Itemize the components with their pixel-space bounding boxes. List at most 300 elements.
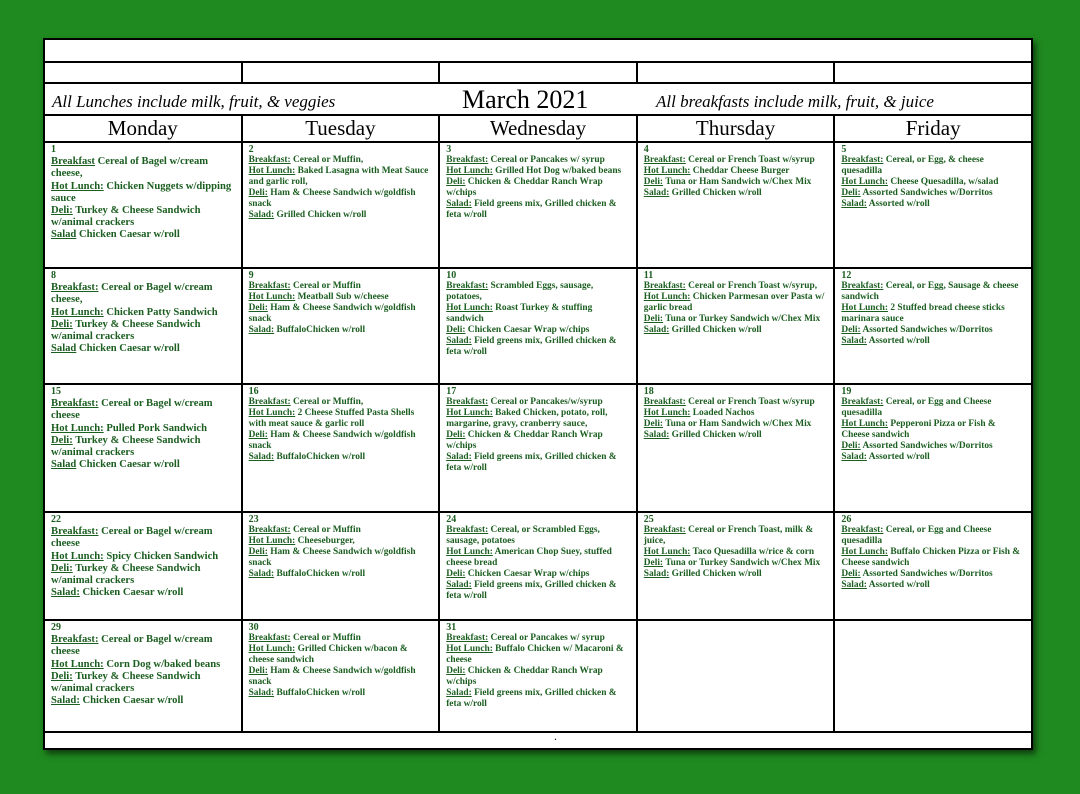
menu-entry: [249, 547, 433, 569]
day-menu: [45, 621, 241, 707]
menu-entry-label: Breakfast:: [51, 634, 99, 646]
day-number: 29: [51, 622, 61, 633]
menu-entry-label: Salad:: [841, 580, 867, 590]
month-title: March 2021: [462, 85, 589, 114]
day-number: 10: [446, 270, 457, 281]
menu-entry: [446, 644, 630, 666]
empty-cell: [243, 63, 441, 82]
menu-entry: [51, 343, 235, 355]
menu-entry-label: Hot Lunch:: [51, 550, 104, 562]
menu-entry-text: Chicken Caesar w/roll: [78, 459, 180, 471]
menu-entry-text: Tuna or Ham Sandwich w/Chex Mix: [665, 177, 812, 187]
menu-entry-text: Assorted Sandwiches w/Dorritos: [862, 188, 993, 198]
day-cell: [243, 385, 441, 511]
menu-entry-text: Field greens mix, Grilled chicken & feta w/roll: [446, 452, 617, 473]
day-menu: [243, 385, 439, 463]
menu-entry: [644, 292, 828, 314]
menu-entry-text: Pepperoni Pizza or Fish & Cheese sandwich: [841, 419, 996, 440]
weekday-row: [45, 116, 1031, 143]
menu-entry-text: Cheeseburger,: [297, 536, 355, 546]
day-number: 1: [51, 144, 56, 155]
menu-entry-text: Cereal or Pancakes/w/syrup: [490, 397, 603, 407]
menu-entry: [841, 397, 1025, 419]
menu-entry-label: Breakfast:: [643, 155, 686, 165]
footer-row: [45, 729, 1031, 750]
day-cell: [835, 513, 1031, 619]
menu-entry-text: Loaded Nachos: [692, 408, 755, 418]
menu-entry: [644, 558, 828, 569]
menu-entry-label: Breakfast:: [248, 525, 291, 535]
menu-entry-text: Turkey & Cheese Sandwich w/animal crackers: [51, 318, 201, 343]
day-cell: [45, 513, 243, 619]
day-number: 26: [841, 514, 852, 525]
menu-entry-text: Cereal of Bagel w/cream cheese,: [51, 156, 209, 180]
day-cell: [243, 621, 441, 731]
menu-entry: [644, 397, 828, 408]
menu-entry-label: Salad:: [643, 569, 670, 579]
menu-entry-text: Chicken & Cheddar Ranch Wrap w/chips: [446, 666, 603, 687]
menu-entry: [644, 188, 828, 199]
menu-entry: [446, 452, 630, 474]
menu-entry-text: Chicken Caesar Wrap w/chips: [467, 569, 590, 579]
menu-entry-label: Salad: [51, 229, 77, 241]
menu-entry: [644, 155, 828, 166]
menu-entry: [51, 423, 235, 435]
day-cell: [45, 385, 243, 511]
menu-entry: [644, 408, 828, 419]
menu-entry: [249, 452, 433, 463]
menu-entry-text: American Chop Suey, stuffed cheese bread: [446, 547, 612, 568]
menu-entry: [644, 547, 828, 558]
menu-entry: [841, 188, 1025, 199]
menu-entry-text: Chicken Caesar Wrap w/chips: [467, 325, 590, 335]
menu-entry-text: Cereal or French Toast w/syrup: [688, 155, 815, 165]
menu-entry: [51, 229, 235, 241]
menu-entry-text: Assorted w/roll: [868, 199, 930, 209]
day-menu: [835, 143, 1031, 210]
menu-entry-label: Breakfast:: [446, 281, 489, 291]
menu-entry-text: Cereal, or Egg and Cheese quesadilla: [841, 397, 992, 418]
lunch-note: All Lunches include milk, fruit, & veggies: [52, 92, 336, 111]
menu-entry-text: Cereal, or Egg, & cheese quesadilla: [841, 155, 984, 176]
menu-entry-text: Cereal or Muffin: [292, 633, 361, 643]
menu-entry-text: BuffaloChicken w/roll: [276, 688, 366, 698]
menu-entry-text: Chicken Nuggets w/dipping sauce: [51, 180, 232, 204]
day-number: 17: [446, 386, 457, 397]
day-cell: [440, 143, 638, 267]
day-cell: [440, 385, 638, 511]
week-row: [45, 513, 1031, 621]
menu-entry-label: Deli:: [643, 177, 664, 187]
day-number: 18: [643, 386, 654, 397]
menu-entry: [841, 281, 1025, 303]
menu-entry: [446, 199, 630, 221]
menu-entry: [51, 526, 235, 550]
menu-entry-text: Assorted w/roll: [868, 580, 930, 590]
menu-entry-label: Breakfast:: [446, 397, 489, 407]
menu-entry: [51, 282, 235, 306]
menu-entry-label: Hot Lunch:: [446, 644, 493, 654]
day-number: 24: [446, 514, 457, 525]
day-cell: [45, 621, 243, 731]
menu-entry: [446, 547, 630, 569]
menu-entry-text: Turkey & Cheese Sandwich w/animal crackers: [51, 434, 201, 459]
menu-entry-text: Tuna or Turkey Sandwich w/Chex Mix: [665, 558, 821, 568]
menu-entry-label: Breakfast:: [51, 526, 99, 538]
menu-entry: [644, 314, 828, 325]
menu-entry-text: Cereal or Bagel w/cream cheese: [51, 634, 213, 658]
menu-entry-label: Deli:: [841, 188, 861, 198]
empty-cell: [45, 63, 243, 82]
day-number: 19: [841, 386, 852, 397]
menu-entry-label: Deli:: [248, 430, 268, 440]
day-cell: [835, 269, 1031, 383]
menu-entry: [51, 307, 235, 319]
menu-entry-text: Assorted w/roll: [868, 336, 930, 346]
menu-entry-text: Assorted Sandwiches w/Dorritos: [862, 569, 993, 579]
menu-entry: [249, 666, 433, 688]
menu-entry-text: Spicy Chicken Sandwich: [106, 550, 219, 562]
menu-entry-label: Hot Lunch:: [643, 408, 691, 418]
empty-cell: [638, 63, 836, 82]
menu-entry: [446, 166, 630, 177]
menu-entry-text: Cereal or Bagel w/cream cheese: [51, 526, 213, 550]
menu-entry-label: Hot Lunch:: [51, 180, 104, 192]
menu-entry-text: Cereal or Muffin,: [292, 397, 364, 407]
menu-entry-label: Salad:: [446, 688, 472, 698]
menu-entry-text: Buffalo Chicken Pizza or Fish & Cheese sandwich: [841, 547, 1021, 568]
menu-entry: [841, 155, 1025, 177]
menu-entry-text: Buffalo Chicken w/ Macaroni & cheese: [446, 644, 624, 665]
menu-entry-text: Assorted Sandwiches w/Dorritos: [862, 441, 993, 451]
menu-calendar: [43, 38, 1033, 750]
menu-entry: [446, 580, 630, 602]
menu-entry-text: Corn Dog w/baked beans: [106, 658, 221, 670]
menu-entry: [446, 569, 630, 580]
menu-entry-label: Salad:: [841, 199, 867, 209]
menu-entry-label: Salad:: [841, 452, 867, 462]
menu-entry-label: Salad:: [643, 325, 670, 335]
menu-entry-label: Hot Lunch:: [841, 547, 888, 557]
menu-entry: [249, 408, 433, 430]
day-cell: [638, 385, 836, 511]
menu-entry-label: Salad:: [248, 452, 275, 462]
menu-entry-text: Turkey & Cheese Sandwich w/animal crackers: [51, 205, 201, 229]
menu-entry-label: Hot Lunch:: [643, 292, 691, 302]
menu-entry: [446, 666, 630, 688]
menu-entry-label: Salad:: [248, 210, 275, 220]
day-cell: [45, 269, 243, 383]
menu-entry-label: Salad:: [446, 199, 472, 209]
menu-entry-text: Baked Lasagna with Meat Sauce and garlic roll,: [248, 166, 429, 187]
menu-entry: [644, 325, 828, 336]
menu-entry: [249, 281, 433, 292]
day-menu: [440, 621, 636, 710]
menu-entry-label: Deli:: [248, 666, 268, 676]
menu-entry: [249, 644, 433, 666]
menu-entry: [644, 569, 828, 580]
menu-entry: [51, 659, 235, 671]
day-menu: [243, 143, 439, 221]
menu-entry-text: Meatball Sub w/cheese: [297, 292, 389, 302]
menu-entry-label: Salad:: [51, 587, 80, 599]
menu-entry: [249, 188, 433, 210]
menu-entry-text: Pulled Pork Sandwich: [106, 422, 208, 434]
menu-entry: [51, 398, 235, 422]
empty-cell: [835, 63, 1031, 82]
menu-entry-text: Assorted Sandwiches w/Dorritos: [862, 325, 993, 335]
week-row: [45, 143, 1031, 269]
day-menu: [638, 513, 834, 580]
menu-entry: [51, 587, 235, 599]
menu-entry-text: Grilled Chicken w/roll: [671, 430, 762, 440]
day-menu: [45, 513, 241, 599]
menu-entry: [446, 688, 630, 710]
menu-entry-text: Cereal or French Toast w/syrup,: [688, 281, 818, 291]
menu-entry-text: Scrambled Eggs, sausage, potatoes,: [446, 281, 594, 302]
menu-entry-label: Breakfast:: [841, 281, 884, 291]
menu-entry-label: Hot Lunch:: [446, 547, 493, 557]
menu-entry-label: Breakfast:: [643, 525, 686, 535]
menu-entry-text: Baked Chicken, potato, roll, margarine, gravy, cranberry sauce,: [446, 408, 608, 429]
menu-entry: [644, 430, 828, 441]
menu-entry-text: Field greens mix, Grilled chicken & feta w/roll: [446, 688, 617, 709]
menu-entry-label: Hot Lunch:: [841, 177, 888, 187]
menu-entry-text: Cereal, or Scrambled Eggs, sausage, potatoes: [446, 525, 600, 546]
menu-entry-label: Breakfast:: [51, 282, 99, 294]
day-number: 16: [248, 386, 259, 397]
menu-entry-label: Deli:: [446, 177, 466, 187]
menu-entry: [644, 419, 828, 430]
day-header-monday: Monday: [45, 116, 243, 141]
menu-entry-label: Hot Lunch:: [446, 303, 493, 313]
menu-entry-label: Breakfast:: [643, 281, 686, 291]
menu-entry-text: Cereal or Bagel w/cream cheese: [51, 398, 213, 422]
day-cell: [835, 385, 1031, 511]
day-number: 30: [248, 622, 259, 633]
day-menu: [440, 269, 636, 358]
menu-entry-text: Ham & Cheese Sandwich w/goldfish snack: [248, 547, 416, 568]
menu-entry-text: Chicken Caesar w/roll: [78, 229, 180, 241]
menu-entry-text: Turkey & Cheese Sandwich w/animal crackers: [51, 670, 201, 695]
day-number: 3: [446, 144, 452, 155]
menu-entry: [51, 563, 235, 587]
day-cell: [835, 143, 1031, 267]
menu-entry-label: Breakfast:: [841, 525, 884, 535]
menu-entry-text: Cereal, or Egg and Cheese quesadilla: [841, 525, 992, 546]
menu-entry-text: Cheese Quesadilla, w/salad: [890, 177, 999, 187]
menu-entry-text: Field greens mix, Grilled chicken & feta w/roll: [446, 199, 617, 220]
day-menu: [45, 143, 241, 242]
menu-entry-label: Deli:: [51, 670, 73, 682]
menu-entry-label: Hot Lunch:: [248, 536, 296, 546]
day-number: 9: [248, 270, 254, 281]
menu-entry: [841, 325, 1025, 336]
menu-entry-label: Hot Lunch:: [841, 419, 888, 429]
menu-entry-label: Hot Lunch:: [446, 408, 493, 418]
menu-entry-label: Breakfast: [51, 156, 95, 168]
day-cell: [638, 269, 836, 383]
day-number: 11: [643, 270, 654, 281]
menu-entry-label: Deli:: [643, 419, 664, 429]
menu-entry: [644, 281, 828, 292]
day-menu: [835, 513, 1031, 591]
menu-entry-text: Ham & Cheese Sandwich w/goldfish snack: [248, 666, 416, 687]
menu-entry: [841, 441, 1025, 452]
menu-entry-text: Chicken Parmesan over Pasta w/ garlic bread: [643, 292, 825, 313]
menu-entry: [446, 525, 630, 547]
menu-entry: [249, 525, 433, 536]
menu-entry: [446, 155, 630, 166]
menu-entry-label: Deli:: [841, 569, 861, 579]
menu-entry-label: Salad:: [248, 569, 275, 579]
day-header-wednesday: Wednesday: [440, 116, 638, 141]
menu-entry: [446, 303, 630, 325]
menu-entry: [249, 210, 433, 221]
day-number: 25: [643, 514, 654, 525]
menu-entry: [51, 319, 235, 343]
menu-entry-label: Breakfast:: [841, 155, 884, 165]
week-row: [45, 269, 1031, 385]
menu-entry-label: Breakfast:: [446, 155, 489, 165]
day-cell: [638, 621, 836, 731]
day-menu: [45, 269, 241, 355]
menu-entry-text: BuffaloChicken w/roll: [276, 452, 366, 462]
day-menu: [440, 143, 636, 221]
menu-entry-label: Hot Lunch:: [248, 644, 296, 654]
menu-entry-text: Grilled Chicken w/roll: [276, 210, 367, 220]
menu-entry: [51, 634, 235, 658]
empty-cells-row: [45, 63, 1031, 84]
menu-entry-text: Field greens mix, Grilled chicken & feta w/roll: [446, 580, 617, 601]
menu-entry-text: Chicken & Cheddar Ranch Wrap w/chips: [446, 177, 603, 198]
menu-entry-text: 2 Cheese Stuffed Pasta Shells with meat sauce & garlic roll: [248, 408, 415, 429]
empty-cell: [440, 63, 638, 82]
menu-entry-label: Salad:: [51, 695, 80, 707]
day-cell: [440, 513, 638, 619]
menu-entry: [841, 199, 1025, 210]
menu-entry-label: Hot Lunch:: [248, 166, 296, 176]
menu-entry: [841, 452, 1025, 463]
menu-entry-text: BuffaloChicken w/roll: [276, 569, 366, 579]
menu-entry-label: Hot Lunch:: [51, 306, 104, 318]
menu-entry-text: Cereal or French Toast, milk & juice,: [643, 525, 814, 546]
menu-entry-label: Breakfast:: [248, 633, 291, 643]
menu-entry-text: Cereal or Pancakes w/ syrup: [490, 633, 605, 643]
menu-entry: [644, 525, 828, 547]
menu-entry: [249, 536, 433, 547]
day-header-friday: Friday: [905, 116, 961, 140]
menu-entry: [446, 325, 630, 336]
day-header-thursday: Thursday: [638, 116, 836, 141]
day-menu: [243, 621, 439, 699]
menu-entry: [841, 177, 1025, 188]
day-number: 2: [248, 144, 254, 155]
day-cell: [45, 143, 243, 267]
day-number: 8: [51, 270, 56, 281]
day-number: 5: [841, 144, 847, 155]
day-cell: [638, 143, 836, 267]
menu-entry: [51, 459, 235, 471]
menu-entry-label: Deli:: [446, 569, 466, 579]
menu-entry-text: Turkey & Cheese Sandwich w/animal crackers: [51, 562, 201, 587]
menu-entry-text: Cereal, or Egg, Sausage & cheese sandwich: [841, 281, 1019, 302]
menu-entry-label: Hot Lunch:: [248, 408, 296, 418]
menu-entry-label: Deli:: [51, 318, 73, 330]
menu-entry-text: Grilled Chicken w/bacon & cheese sandwich: [248, 644, 408, 665]
menu-entry-label: Salad:: [446, 580, 472, 590]
menu-entry-text: Cereal or Muffin: [292, 525, 361, 535]
menu-entry-text: Ham & Cheese Sandwich w/goldfish snack: [248, 430, 416, 451]
menu-entry-text: Grilled Hot Dog w/baked beans: [495, 166, 622, 176]
day-number: 4: [643, 144, 649, 155]
day-cell: [440, 269, 638, 383]
day-number: 12: [841, 270, 852, 281]
menu-entry-label: Breakfast:: [248, 155, 291, 165]
day-menu: [45, 385, 241, 471]
menu-entry-label: Hot Lunch:: [643, 547, 691, 557]
menu-entry-label: Deli:: [643, 314, 664, 324]
menu-entry-label: Salad: [51, 459, 77, 471]
menu-entry-label: Breakfast:: [446, 633, 489, 643]
day-menu: [835, 269, 1031, 347]
menu-entry-label: Breakfast:: [446, 525, 489, 535]
menu-entry-text: Chicken Caesar w/roll: [78, 343, 180, 355]
menu-entry-label: Breakfast:: [248, 397, 291, 407]
menu-entry-label: Salad:: [248, 688, 275, 698]
menu-entry-label: Deli:: [446, 666, 466, 676]
menu-entry: [446, 633, 630, 644]
day-menu: [638, 143, 834, 199]
menu-entry-label: Breakfast:: [51, 398, 99, 410]
day-menu: [440, 513, 636, 602]
menu-entry: [51, 156, 235, 180]
day-cell: [440, 621, 638, 731]
menu-entry: [446, 336, 630, 358]
menu-entry: [446, 408, 630, 430]
menu-entry-text: Taco Quesadilla w/rice & corn: [692, 547, 815, 557]
menu-entry-label: Deli:: [248, 188, 268, 198]
day-menu: [638, 385, 834, 441]
menu-entry-label: Salad:: [446, 452, 472, 462]
day-menu: [243, 513, 439, 580]
menu-entry-text: Cheddar Cheese Burger: [692, 166, 790, 176]
menu-entry: [446, 430, 630, 452]
menu-entry: [249, 325, 433, 336]
day-cell: [243, 143, 441, 267]
day-number: 22: [51, 514, 61, 525]
day-menu: [243, 269, 439, 336]
menu-entry: [446, 281, 630, 303]
menu-entry-text: Chicken & Cheddar Ranch Wrap w/chips: [446, 430, 603, 451]
menu-entry-label: Breakfast:: [248, 281, 291, 291]
day-menu: [835, 385, 1031, 463]
menu-entry-label: Salad:: [841, 336, 867, 346]
menu-entry-text: Roast Turkey & stuffing sandwich: [446, 303, 593, 324]
menu-entry: [51, 205, 235, 229]
menu-entry-text: Tuna or Turkey Sandwich w/Chex Mix: [665, 314, 821, 324]
menu-entry-label: Salad: [51, 343, 77, 355]
menu-entry: [249, 430, 433, 452]
menu-entry-label: Deli:: [51, 562, 73, 574]
menu-entry-label: Deli:: [51, 434, 73, 446]
menu-entry-label: Deli:: [248, 303, 268, 313]
menu-entry-label: Salad:: [248, 325, 275, 335]
menu-entry: [249, 397, 433, 408]
menu-entry: [644, 177, 828, 188]
menu-entry-text: Chicken Caesar w/roll: [82, 587, 184, 599]
menu-entry-label: Hot Lunch:: [51, 658, 104, 670]
